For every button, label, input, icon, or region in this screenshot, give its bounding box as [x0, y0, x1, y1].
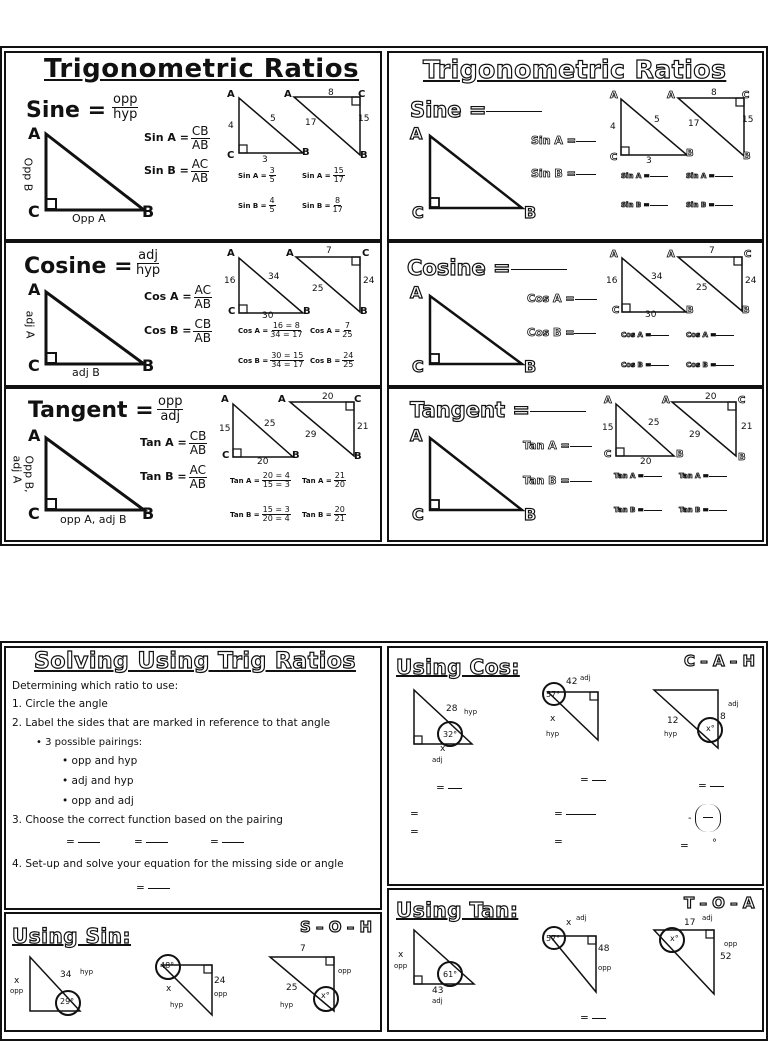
vertex-b: B: [743, 151, 751, 162]
opp-a-label: Opp A: [72, 212, 106, 225]
side-label: 15: [358, 114, 370, 124]
angle-label: x°: [321, 991, 330, 1000]
cos-work-blank: =: [698, 780, 724, 792]
adj-label: adj: [576, 914, 587, 922]
pairings-bullet: • 3 possible pairings:: [36, 737, 143, 748]
adj-label: adj: [728, 700, 739, 708]
tangent-triangle: [44, 436, 154, 512]
vertex-c: C: [610, 152, 618, 163]
side-label: 5: [654, 115, 660, 125]
side-label: 20: [640, 457, 652, 467]
side-label: 25: [312, 284, 324, 294]
side-label: 17: [305, 118, 317, 128]
side-label: 5: [270, 114, 276, 124]
blank-cos-b: Cos B =: [527, 326, 596, 339]
step-3: 3. Choose the correct function based on the pairing: [12, 814, 283, 826]
side-label: 30: [262, 311, 274, 321]
blank-sin-b: Sin B =: [531, 167, 596, 180]
cos-work-blank: =: [554, 808, 596, 820]
x-label: x: [398, 950, 404, 960]
x-label: x: [14, 976, 20, 986]
tan-a-example-1: Tan A = $\frac{20 = 4}{15 = 3}$: [230, 471, 290, 490]
vertex-a: A: [284, 89, 292, 100]
cos-work-eq: =: [410, 808, 419, 820]
blank-sin-small: Sin A =: [686, 172, 733, 180]
blank-sin-a: Sin A =: [531, 134, 596, 147]
side-label: 25: [264, 419, 276, 429]
blank-cosine-label: Cosine =: [407, 256, 567, 280]
vertex-a: A: [28, 280, 41, 299]
side-label: 16: [224, 276, 236, 286]
vertex-a: A: [227, 248, 235, 259]
vertex-b: B: [676, 449, 684, 460]
x-label: x: [550, 714, 556, 724]
side-label: 8: [711, 88, 717, 98]
side-value: 8: [720, 712, 726, 722]
vertex-a: A: [610, 249, 618, 260]
step-2: 2. Label the sides that are marked in reference to that angle: [12, 717, 331, 729]
vertex-c: C: [738, 395, 746, 406]
side-label: 7: [709, 246, 715, 256]
function-blank-1: =: [66, 836, 100, 848]
base-value: 43: [432, 986, 444, 996]
hyp-label: hyp: [664, 730, 678, 738]
toa-mnemonic: T – O – A: [684, 894, 755, 912]
adj-b-label: adj B: [72, 366, 100, 379]
tan-problem-3-triangle: [652, 928, 724, 998]
vertex-c: C: [412, 357, 424, 376]
hyp-label: hyp: [170, 1001, 184, 1009]
blank-sin-small: Sin B =: [686, 201, 733, 209]
inverse-cos-blank: -: [688, 804, 721, 832]
degree-symbol: °: [712, 838, 717, 849]
vertex-a: A: [286, 248, 294, 259]
vertex-a: A: [662, 395, 670, 406]
x-label: x: [566, 918, 572, 928]
cosine-label: Cosine =: [24, 254, 133, 279]
side-label: 30: [645, 310, 657, 320]
cos-b-example-2: Cos B = $\frac{24}{25}$: [310, 351, 354, 370]
side-label: 34: [651, 272, 663, 282]
vertex-b: B: [360, 150, 368, 161]
vertex-b: B: [142, 504, 155, 523]
vertex-a: A: [410, 426, 423, 445]
pairing-opp-hyp: • opp and hyp: [62, 755, 138, 767]
angle-label: 61°: [443, 970, 458, 979]
opp-label: opp: [598, 964, 612, 972]
blank-sine-triangle: [428, 134, 528, 210]
sin-b-example-2: Sin B = $\frac{8}{17}$: [302, 196, 343, 215]
side-label: 16: [606, 276, 618, 286]
angle-label: x°: [706, 724, 715, 733]
opp-label: opp: [394, 962, 408, 970]
pairing-adj-hyp: • adj and hyp: [62, 775, 134, 787]
side-label: 4: [228, 121, 234, 131]
cos-work-eq: =: [410, 826, 419, 838]
top-value: 42: [566, 677, 578, 687]
side-value: 52: [720, 952, 732, 962]
solving-title: Solving Using Trig Ratios: [34, 649, 356, 674]
top-value: 7: [300, 944, 306, 954]
sin-a-example-2: Sin A = $\frac{15}{17}$: [302, 166, 344, 185]
tan-a-def: Tan A = $\frac{CB}{AB}$: [140, 429, 207, 457]
angle-label: 57°: [546, 690, 561, 699]
tan-work-blank: =: [580, 1012, 606, 1024]
hyp-label: hyp: [280, 1001, 294, 1009]
side-label: 20: [257, 457, 269, 467]
vertex-a: A: [410, 283, 423, 302]
side-label: 21: [357, 422, 369, 432]
angle-label: 48°: [160, 961, 175, 970]
adj-label: adj: [702, 914, 713, 922]
sin-a-example-1: Sin A = $\frac{3}{5}$: [238, 166, 275, 185]
sin-b-example-1: Sin B = $\frac{4}{5}$: [238, 196, 275, 215]
angle-label: x°: [670, 934, 679, 943]
vertex-c: C: [362, 248, 370, 259]
cos-a-def: Cos A = $\frac{AC}{AB}$: [144, 283, 211, 311]
vertex-c: C: [412, 203, 424, 222]
x-label: x: [440, 744, 446, 754]
vertex-c: C: [604, 449, 612, 460]
sin-a-def: Sin A = $\frac{CB}{AB}$: [144, 124, 209, 152]
angle-label: 57°: [546, 934, 561, 943]
cos-b-def: Cos B = $\frac{CB}{AB}$: [144, 317, 212, 345]
soh-mnemonic: S – O – H: [300, 918, 372, 936]
vertex-b: B: [142, 356, 155, 375]
vertex-c: C: [228, 306, 236, 317]
blank-title: Trigonometric Ratios: [423, 55, 727, 84]
step-1: 1. Circle the angle: [12, 698, 108, 710]
vertex-b: B: [142, 202, 155, 221]
blank-tan-small: Tan B =: [679, 506, 727, 514]
side-value: 24: [214, 976, 226, 986]
side-label: 15: [602, 423, 614, 433]
opp-label: opp: [724, 940, 738, 948]
tan-problem-1-triangle: [412, 928, 482, 988]
side-label: 25: [648, 418, 660, 428]
side-label: 15: [742, 115, 754, 125]
tan-b-def: Tan B = $\frac{AC}{AB}$: [140, 463, 207, 491]
cos-angle-answer: =: [680, 840, 689, 852]
vertex-b: B: [303, 306, 311, 317]
sin-b-def: Sin B = $\frac{AC}{AB}$: [144, 157, 209, 185]
cah-mnemonic: C – A – H: [684, 652, 756, 670]
hyp-value: 28: [446, 704, 458, 714]
adj-label: adj: [580, 674, 591, 682]
vertex-c: C: [412, 505, 424, 524]
equation-blank: =: [136, 882, 170, 894]
blank-cos-small: Cos B =: [686, 361, 734, 369]
vertex-a: A: [667, 249, 675, 260]
cos-work-blank: =: [436, 782, 462, 794]
vertex-b: B: [302, 147, 310, 158]
blank-tan-b: Tan B =: [523, 474, 592, 487]
side-label: 3: [262, 155, 268, 165]
blank-sine-label: Sine =: [410, 98, 542, 122]
tan-b-example-2: Tan B = $\frac{20}{21}$: [302, 505, 345, 524]
cos-b-example-1: Cos B = $\frac{30 = 15}{34 = 17}$: [238, 351, 304, 370]
x-label: x: [166, 984, 172, 994]
vertex-c: C: [354, 394, 362, 405]
hyp-value: 12: [667, 716, 679, 726]
side-label: 21: [741, 422, 753, 432]
opp-b-label: Opp B: [21, 157, 35, 192]
adj-a-label: adj A: [23, 310, 37, 339]
pairing-opp-adj: • opp and adj: [62, 795, 134, 807]
vertex-c: C: [612, 305, 620, 316]
sine-fraction: $\frac{\text{opp}}{\text{hyp}}$: [113, 92, 138, 122]
blank-tan-small: Tan A =: [679, 472, 727, 480]
tan-b-example-1: Tan B = $\frac{15 = 3}{20 = 4}$: [230, 505, 290, 524]
blank-cos-small: Cos A =: [621, 331, 669, 339]
vertex-c: C: [28, 202, 40, 221]
blank-tan-a: Tan A =: [523, 439, 592, 452]
angle-label: 32°: [443, 730, 458, 739]
side-label: 15: [219, 424, 231, 434]
sine-label: Sine =: [26, 98, 107, 123]
side-label: 29: [689, 430, 701, 440]
blank-tangent-label: Tangent =: [410, 398, 586, 422]
hyp-value: 34: [60, 970, 72, 980]
vertex-c: C: [222, 450, 230, 461]
vertex-a: A: [227, 89, 235, 100]
vertex-c: C: [28, 504, 40, 523]
vertex-a: A: [28, 426, 41, 445]
vertex-b: B: [524, 505, 537, 524]
vertex-a: A: [410, 124, 423, 143]
using-tan-title: Using Tan:: [396, 898, 519, 922]
side-label: 24: [745, 276, 757, 286]
vertex-b: B: [686, 305, 694, 316]
cosine-fraction: $\frac{\text{adj}}{\text{hyp}}$: [136, 248, 161, 278]
using-cos-title: Using Cos:: [396, 655, 520, 679]
function-blank-3: =: [210, 836, 244, 848]
side-label: 20: [322, 392, 334, 402]
vertex-b: B: [524, 203, 537, 222]
top-value: 17: [684, 918, 696, 928]
vertex-c: C: [742, 90, 750, 101]
side-label: 20: [705, 392, 717, 402]
vertex-a: A: [610, 90, 618, 101]
blank-sin-small: Sin B =: [621, 201, 668, 209]
vertex-b: B: [742, 305, 750, 316]
cos-work-blank: =: [580, 774, 606, 786]
side-label: 17: [688, 119, 700, 129]
vertex-c: C: [28, 356, 40, 375]
hyp-label: hyp: [546, 730, 560, 738]
hyp-label: hyp: [80, 968, 94, 976]
vertex-b: B: [360, 306, 368, 317]
blank-sin-small: Sin A =: [621, 172, 668, 180]
adj-label: adj: [432, 756, 443, 764]
opp-label: opp: [10, 987, 24, 995]
opp-b-adj-a-label: Opp B, adj A: [10, 455, 36, 493]
vertex-b: B: [292, 450, 300, 461]
sine-triangle: [44, 132, 154, 212]
blank-cosine-triangle: [428, 294, 528, 366]
cosine-triangle: [44, 290, 154, 366]
side-label: 4: [610, 122, 616, 132]
opp-label: opp: [338, 967, 352, 975]
hyp-label: hyp: [464, 708, 478, 716]
solving-intro: Determining which ratio to use:: [12, 680, 179, 692]
vertex-c: C: [744, 249, 752, 260]
blank-tan-small: Tan B =: [614, 506, 662, 514]
sin-problem-1-triangle: [28, 955, 88, 1015]
opp-a-adj-b-label: opp A, adj B: [60, 513, 127, 526]
cos-a-example-1: Cos A = $\frac{16 = 8}{34 = 17}$: [238, 321, 303, 340]
cos-work-eq: =: [554, 836, 563, 848]
vertex-a: A: [604, 395, 612, 406]
vertex-b: B: [524, 357, 537, 376]
vertex-a: A: [221, 394, 229, 405]
opp-label: opp: [214, 990, 228, 998]
hyp-value: 25: [286, 983, 298, 993]
side-label: 8: [328, 88, 334, 98]
tangent-fraction: $\frac{\text{opp}}{\text{adj}}$: [158, 394, 183, 424]
side-label: 3: [646, 156, 652, 166]
cos-problem-1-triangle: [412, 688, 478, 748]
blank-cos-small: Cos B =: [621, 361, 669, 369]
cos-problem-3-triangle: [652, 688, 728, 752]
tan-a-example-2: Tan A = $\frac{21}{20}$: [302, 471, 345, 490]
step-4: 4. Set-up and solve your equation for the missing side or angle: [12, 858, 344, 870]
vertex-a: A: [278, 394, 286, 405]
notes-title: Trigonometric Ratios: [44, 54, 360, 84]
side-label: 29: [305, 430, 317, 440]
side-label: 7: [326, 246, 332, 256]
function-blank-2: =: [134, 836, 168, 848]
using-sin-title: Using Sin:: [12, 924, 132, 948]
blank-tan-small: Tan A =: [614, 472, 662, 480]
vertex-b: B: [354, 451, 362, 462]
vertex-b: B: [686, 148, 694, 159]
adj-label: adj: [432, 997, 443, 1005]
blank-tangent-triangle: [428, 436, 528, 512]
cos-a-example-2: Cos A = $\frac{7}{25}$: [310, 321, 353, 340]
side-label: 34: [268, 272, 280, 282]
vertex-c: C: [358, 89, 366, 100]
tangent-label: Tangent =: [28, 398, 154, 423]
blank-cos-a: Cos A =: [527, 292, 597, 305]
vertex-a: A: [28, 124, 41, 143]
angle-label: 29°: [60, 997, 75, 1006]
vertex-a: A: [667, 90, 675, 101]
blank-cos-small: Cos A =: [686, 331, 734, 339]
vertex-c: C: [227, 150, 235, 161]
side-label: 24: [363, 276, 375, 286]
vertex-b: B: [738, 452, 746, 463]
side-value: 48: [598, 944, 610, 954]
side-label: 25: [696, 283, 708, 293]
